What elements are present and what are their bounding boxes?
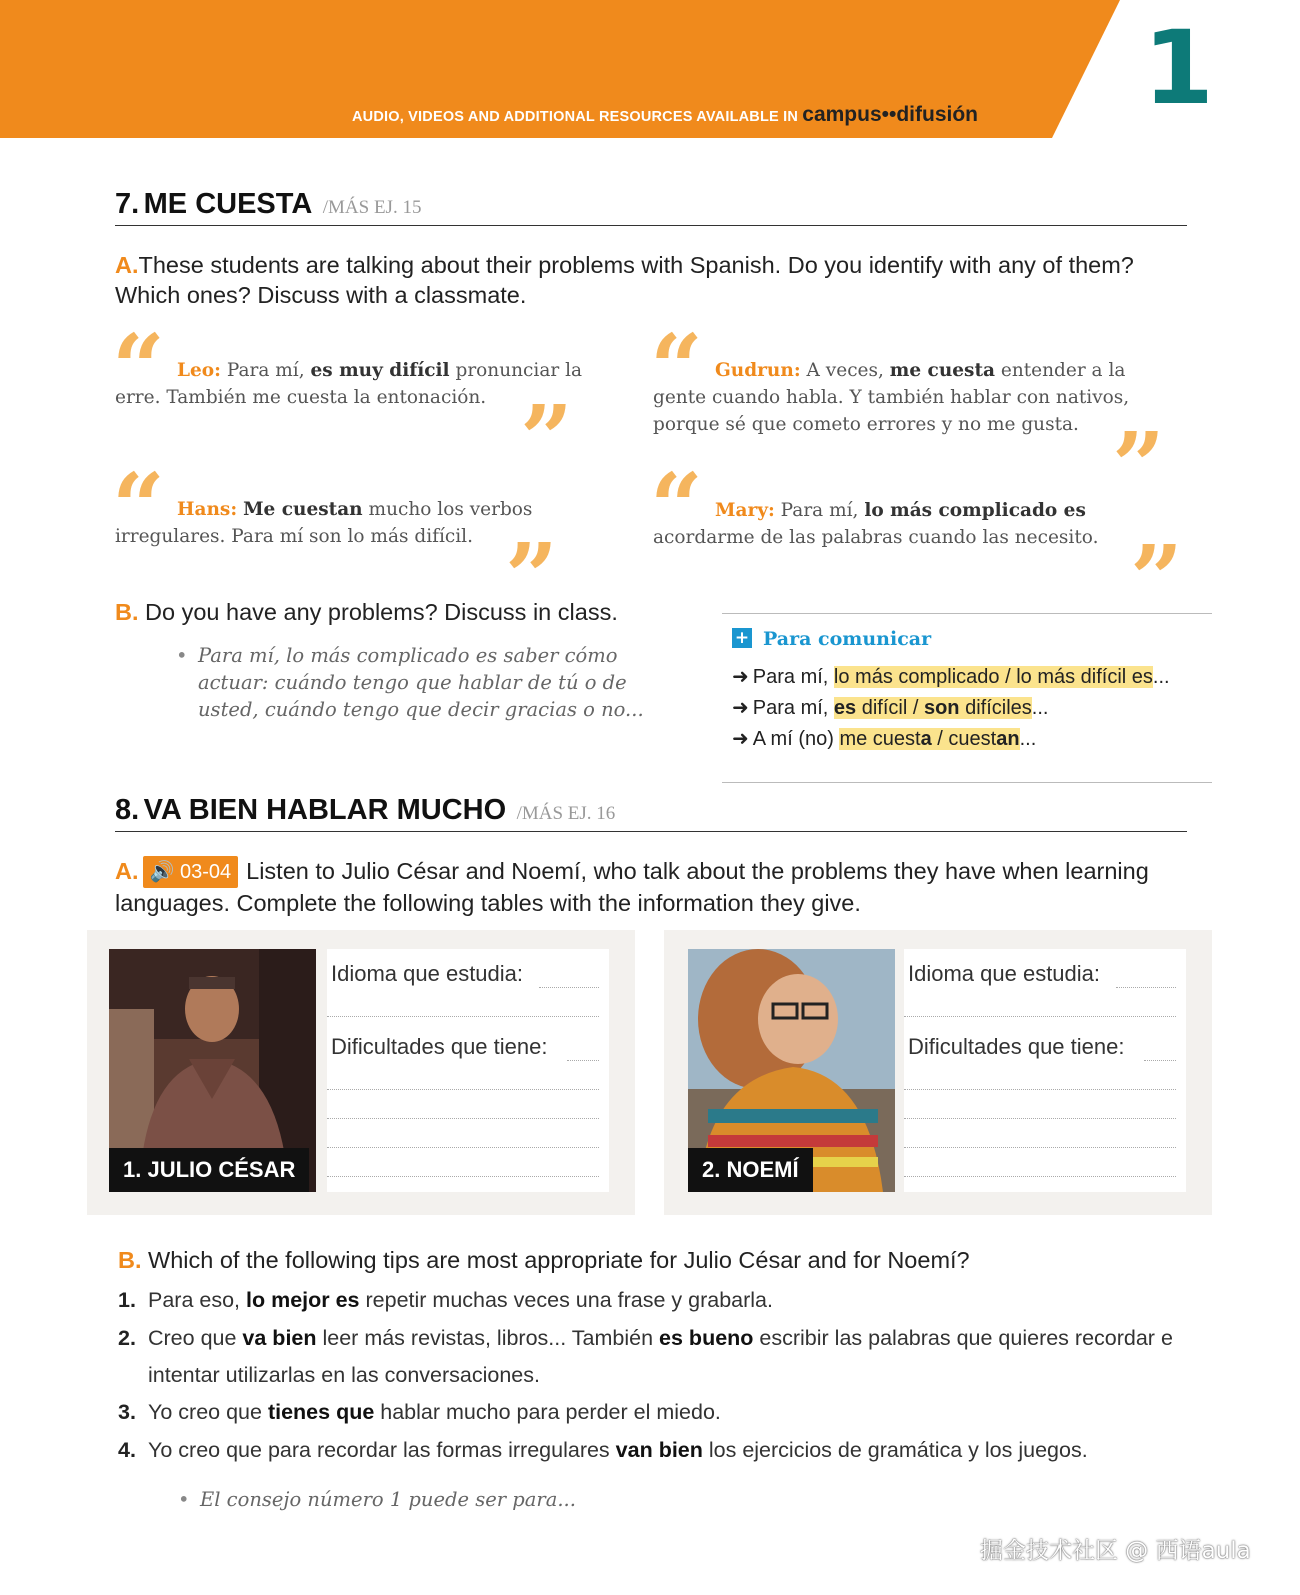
close-quote-icon: ” — [520, 385, 573, 493]
arrow-icon: ➜ — [732, 728, 749, 750]
example-text: El consejo número 1 puede ser para... — [200, 1488, 576, 1511]
tip-item — [118, 1320, 1198, 1394]
quote-text: A veces, — [800, 360, 890, 381]
tip-text-part: escribir las palabras que quieres recordar e intentar utilizarlas en las conversaciones. — [148, 1326, 1173, 1387]
phrase-text: A mí (no) — [752, 728, 840, 750]
answer-line-idioma[interactable] — [539, 987, 599, 988]
tip-text-part: Yo creo que para recordar las formas irregulares — [148, 1438, 616, 1462]
speaker-name: Hans: — [177, 499, 238, 520]
exercise-reference: /MÁS EJ. 16 — [516, 803, 616, 824]
answer-line[interactable] — [904, 1118, 1176, 1119]
answer-line[interactable] — [327, 1016, 599, 1017]
close-quote-icon: ” — [1112, 412, 1165, 520]
speaker-icon: 🔊 — [149, 861, 175, 883]
instruction-text: These students are talking about their problems with Spanish. Do you identify with any of them? Which ones? Discuss with a classmate. — [115, 252, 1134, 308]
tip-text-part: leer más revistas, libros... También — [316, 1326, 660, 1350]
answer-line-dificultades[interactable] — [567, 1060, 599, 1061]
tip-item — [118, 1394, 1198, 1431]
field-label-idioma: Idioma que estudia: — [908, 961, 1101, 986]
tip-key-expression: van bien — [615, 1438, 703, 1462]
open-quote-icon: “ — [112, 453, 165, 561]
answer-line[interactable] — [904, 1147, 1176, 1148]
answer-line[interactable] — [327, 1089, 599, 1090]
section-8-part-a — [115, 856, 1185, 918]
quote-text: Para mí, — [774, 500, 865, 521]
header-banner — [0, 0, 1300, 140]
quote-highlight: es muy difícil — [310, 360, 450, 381]
audio-track-button[interactable] — [143, 856, 239, 888]
phrase-bold: a — [920, 728, 932, 750]
part-letter: B. — [115, 599, 139, 625]
tip-item — [118, 1282, 1198, 1319]
phrase-highlight: lo más complicado / lo más difícil es — [833, 666, 1153, 688]
part-letter: A. — [115, 858, 139, 884]
tip-text-part: Creo que — [148, 1326, 243, 1350]
unit-number: 1 — [1143, 9, 1214, 128]
section-8-part-b — [118, 1245, 1198, 1275]
instruction-text: Do you have any problems? Discuss in class. — [145, 599, 618, 625]
close-quote-icon: ” — [505, 523, 558, 631]
quote-text: acordarme de las palabras cuando las necesito. — [653, 527, 1099, 548]
tip-key-expression: va bien — [242, 1326, 317, 1350]
resources-note — [352, 103, 978, 127]
phrase-ellipsis: ... — [1152, 666, 1170, 688]
section-7-part-b — [115, 597, 675, 627]
phrase-highlight — [839, 728, 1019, 750]
field-label-idioma: Idioma que estudia: — [331, 961, 524, 986]
tip-text-part: Yo creo que — [148, 1400, 268, 1424]
plus-icon: + — [732, 628, 752, 648]
tip-text-part: Para eso, — [148, 1288, 246, 1312]
fill-in-table — [327, 949, 609, 1192]
phrase-line — [732, 695, 1048, 720]
part-letter: A. — [115, 252, 139, 278]
section-name: ME CUESTA — [143, 188, 313, 220]
photo-noemi — [688, 949, 895, 1192]
tip-text-part: los ejercicios de gramática y los juegos. — [702, 1438, 1088, 1462]
example-bullet — [178, 1486, 800, 1513]
tip-text — [118, 1282, 1198, 1319]
phrase-bold: an — [996, 728, 1020, 750]
phrase-text: difíciles — [959, 697, 1032, 719]
audio-track-number: 03-04 — [179, 861, 232, 883]
tip-key-expression: lo mejor es — [246, 1288, 360, 1312]
tip-text — [118, 1394, 1198, 1431]
open-quote-icon: “ — [112, 314, 165, 422]
phrase-ellipsis: ... — [1031, 697, 1049, 719]
quote-gudrun — [653, 357, 1173, 438]
phrase-bold: son — [923, 697, 960, 719]
tip-number: 1. — [118, 1288, 136, 1312]
answer-line[interactable] — [904, 1176, 1176, 1177]
campus-difusion-link[interactable]: campus••difusión — [802, 103, 979, 126]
photo-julio-cesar — [109, 949, 316, 1192]
para-comunicar-title: Para comunicar — [763, 628, 932, 650]
tip-number: 4. — [118, 1438, 136, 1462]
watermark: 掘金技术社区 @ 西语aula — [980, 1538, 1251, 1564]
para-comunicar-box — [722, 613, 1212, 783]
part-letter: B. — [118, 1247, 142, 1273]
section-7-part-a — [115, 250, 1175, 310]
tip-number: 3. — [118, 1400, 136, 1424]
tip-text-part: repetir muchas veces una frase y grabarla. — [359, 1288, 773, 1312]
answer-line[interactable] — [904, 1089, 1176, 1090]
example-bullet — [176, 642, 658, 723]
phrase-ellipsis: ... — [1019, 728, 1037, 750]
quote-text: Para mí, — [220, 360, 311, 381]
section-number: 8. — [115, 794, 140, 826]
phrase-text: difícil / — [856, 697, 924, 719]
quote-highlight: Me cuestan — [243, 499, 363, 520]
tip-key-expression: tienes que — [267, 1400, 375, 1424]
quote-highlight: lo más complicado es — [864, 500, 1086, 521]
speaker-name: Gudrun: — [715, 360, 801, 381]
bullet-icon: • — [176, 644, 188, 667]
section-number: 7. — [115, 188, 140, 220]
phrase-highlight — [834, 697, 1032, 719]
tip-item — [118, 1432, 1198, 1469]
phrase-bold: es — [833, 697, 857, 719]
section-7-title — [115, 188, 1187, 226]
exercise-reference: /MÁS EJ. 15 — [322, 197, 422, 218]
phrase-text: / cuest — [931, 728, 997, 750]
quote-mary — [653, 497, 1133, 551]
answer-line[interactable] — [904, 1016, 1176, 1017]
listening-card-noemi — [664, 930, 1212, 1215]
open-quote-icon: “ — [650, 453, 703, 561]
phrase-text: me cuest — [839, 728, 921, 750]
people-icon: •• — [881, 103, 897, 126]
card-label: 1. JULIO CÉSAR — [109, 1148, 309, 1192]
close-quote-icon: ” — [1130, 525, 1183, 633]
resources-text: AUDIO, VIDEOS AND ADDITIONAL RESOURCES AVAILABLE IN — [352, 109, 799, 125]
arrow-icon: ➜ — [732, 697, 749, 719]
tip-key-expression: es bueno — [659, 1326, 754, 1350]
quote-highlight: me cuesta — [889, 360, 995, 381]
tip-text — [118, 1320, 1198, 1394]
quote-text: pronunciar la erre. También me cuesta la entonación. — [115, 360, 583, 408]
quote-text: mucho los verbos irregulares. Para mí son lo más difícil. — [115, 499, 533, 547]
answer-line-dificultades[interactable] — [1144, 1060, 1176, 1061]
open-quote-icon: “ — [650, 314, 703, 422]
answer-line-idioma[interactable] — [1116, 987, 1176, 988]
tip-text — [118, 1432, 1198, 1469]
quote-text: entender a la gente cuando habla. Y también hablar con nativos, porque sé que cometo errores y no me gusta. — [653, 360, 1130, 435]
phrase-text: Para mí, — [752, 697, 834, 719]
card-label: 2. NOEMÍ — [688, 1148, 813, 1192]
tip-text-part: hablar mucho para perder el miedo. — [374, 1400, 721, 1424]
speaker-name: Mary: — [715, 500, 775, 521]
section-8-title — [115, 794, 1187, 832]
instruction-text: Which of the following tips are most appropriate for Julio César and for Noemí? — [148, 1247, 970, 1273]
phrase-line — [732, 726, 1036, 751]
listening-card-julio — [87, 930, 635, 1215]
field-label-dificultades: Dificultades que tiene: — [331, 1034, 548, 1059]
answer-line[interactable] — [327, 1147, 599, 1148]
section-name: VA BIEN HABLAR MUCHO — [143, 794, 507, 826]
bullet-icon: • — [178, 1488, 190, 1511]
answer-line[interactable] — [327, 1176, 599, 1177]
para-comunicar-heading — [732, 628, 931, 650]
fill-in-table — [904, 949, 1186, 1192]
example-text: Para mí, lo más complicado es saber cómo actuar: cuándo tengo que hablar de tú o de usted, cuándo tengo que decir gracias o no... — [198, 644, 644, 721]
field-label-dificultades: Dificultades que tiene: — [908, 1034, 1125, 1059]
arrow-icon: ➜ — [732, 666, 749, 688]
speaker-name: Leo: — [177, 360, 221, 381]
phrase-line — [732, 664, 1170, 689]
phrase-text: Para mí, — [752, 666, 834, 688]
answer-line[interactable] — [327, 1118, 599, 1119]
instruction-text: Listen to Julio César and Noemí, who talk about the problems they have when learning languages. Complete the following tables with the information they give. — [115, 858, 1149, 916]
tip-number: 2. — [118, 1326, 136, 1350]
